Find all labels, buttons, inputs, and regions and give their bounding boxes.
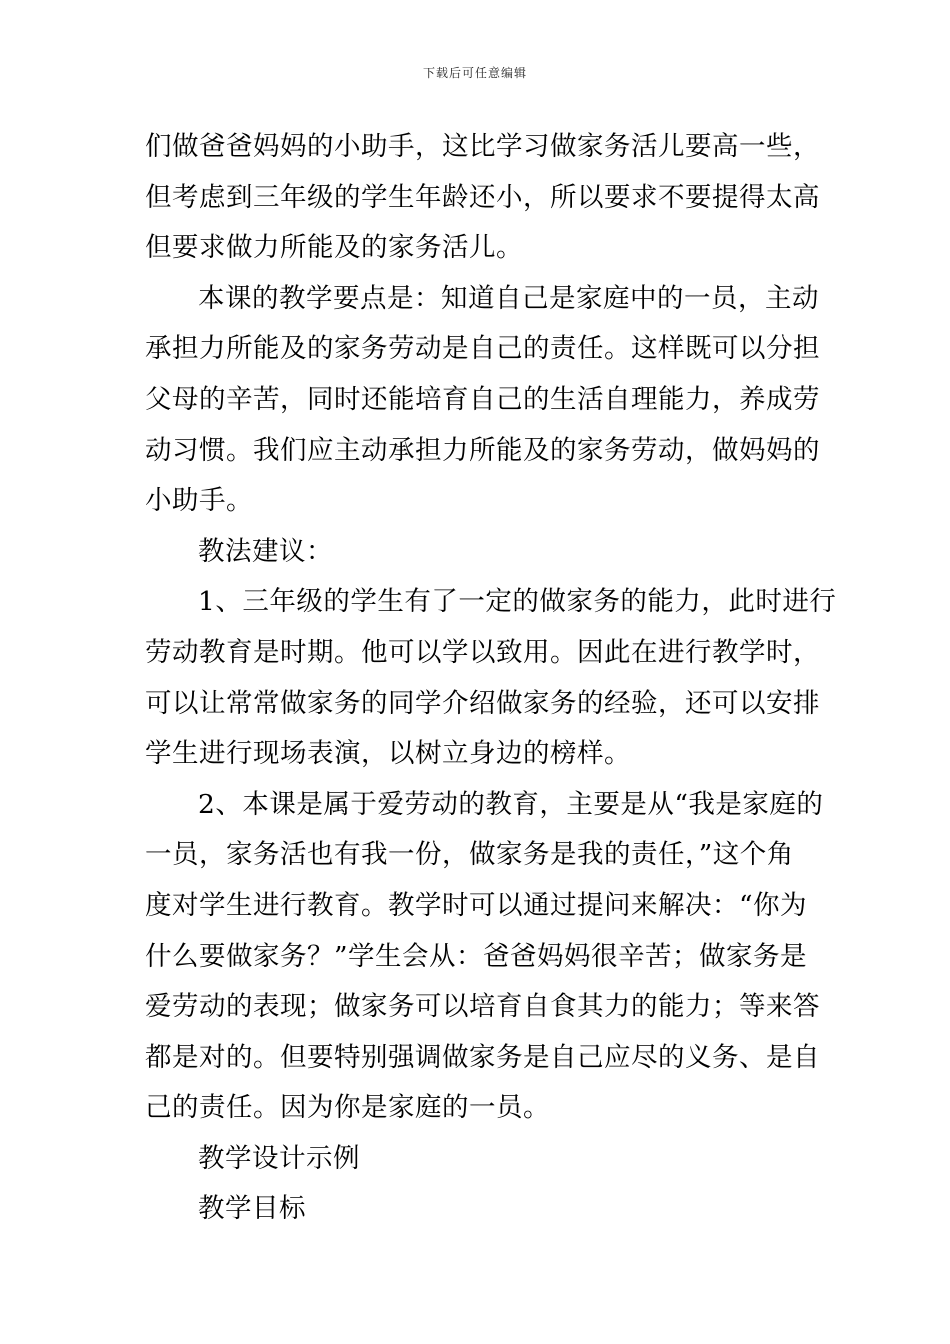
text-line: 可以让常常做家务的同学介绍做家务的经验，还可以安排 xyxy=(145,687,820,719)
text-line: 劳动教育是时期。他可以学以致用。因此在进行教学时， xyxy=(145,636,820,668)
list-item-first-line: 2、本课是属于爱劳动的教育，主要是从“我是家庭的 xyxy=(198,788,824,820)
paragraph-first-line: 本课的教学要点是：知道自己是家庭中的一员，主动 xyxy=(198,282,819,314)
page-header-note: 下载后可任意编辑 xyxy=(422,66,527,80)
text-line: 父母的辛苦，同时还能培育自己的生活自理能力，养成劳 xyxy=(145,383,820,415)
text-line: 都是对的。但要特别强调做家务是自己应尽的义务、是自 xyxy=(145,1041,820,1073)
list-item-first-line: 1、三年级的学生有了一定的做家务的能力，此时进行 xyxy=(198,586,837,618)
section-heading: 教学设计示例 xyxy=(198,1142,360,1174)
text-line: 动习惯。我们应主动承担力所能及的家务劳动，做妈妈的 xyxy=(145,434,820,466)
text-line: 承担力所能及的家务劳动是自己的责任。这样既可以分担 xyxy=(145,333,820,365)
text-line: 一员，家务活也有我一份，做家务是我的责任，”这个角 xyxy=(145,839,794,871)
text-line: 学生进行现场表演，以树立身边的榜样。 xyxy=(145,738,631,770)
text-line: 爱劳动的表现；做家务可以培育自食其力的能力；等来答 xyxy=(145,991,820,1023)
text-line: 们做爸爸妈妈的小助手，这比学习做家务活儿要高一些， xyxy=(145,131,820,162)
document-body xyxy=(145,122,837,1235)
text-line: 什么要做家务？”学生会从：爸爸妈妈很辛苦；做家务是 xyxy=(145,940,808,972)
text-line: 度对学生进行教育。教学时可以通过提问来解决：“你为 xyxy=(145,889,808,921)
section-heading: 教法建议： xyxy=(198,535,333,567)
text-line: 己的责任。因为你是家庭的一员。 xyxy=(145,1092,550,1124)
text-line: 但考虑到三年级的学生年龄还小，所以要求不要提得太高 xyxy=(145,181,820,213)
section-heading: 教学目标 xyxy=(198,1193,306,1225)
text-line: 小助手。 xyxy=(145,485,253,517)
text-line: 但要求做力所能及的家务活儿。 xyxy=(145,232,523,264)
